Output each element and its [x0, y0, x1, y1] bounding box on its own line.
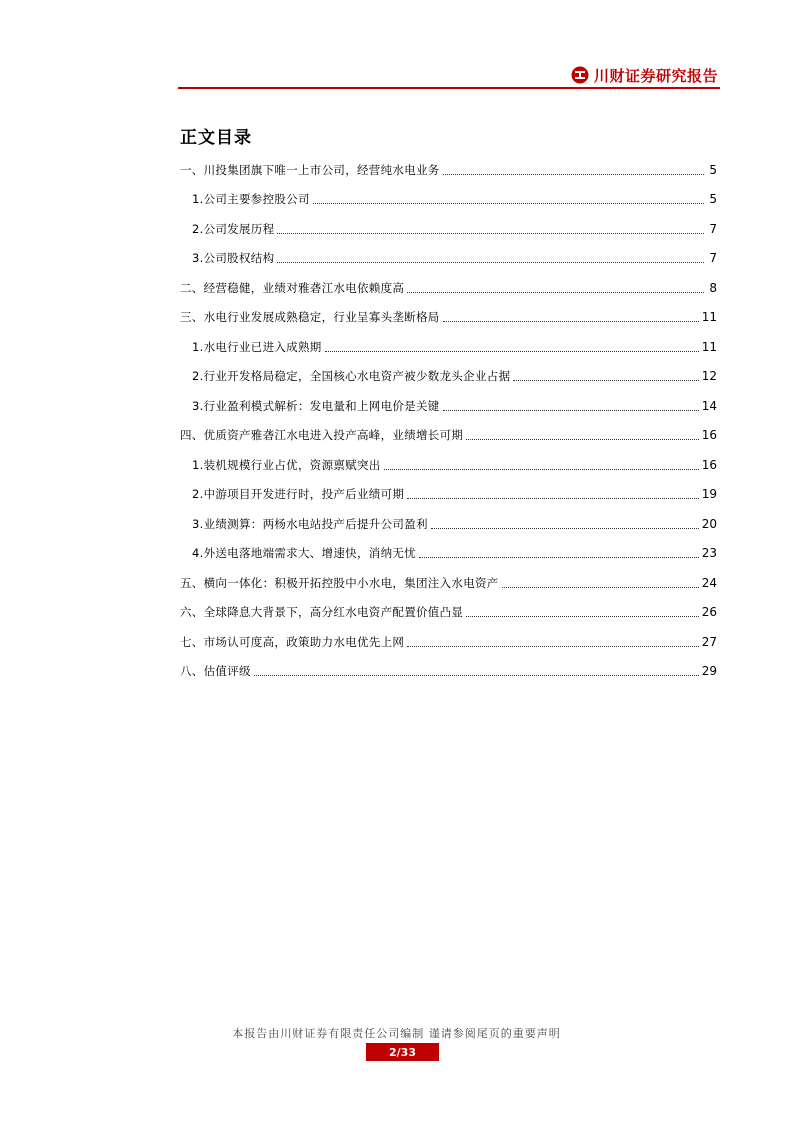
toc-dot-leader: [407, 645, 699, 647]
toc-entry-page: 23: [701, 546, 717, 561]
toc-entry-3-1[interactable]: [180, 332, 717, 362]
toc-entry-label: 八、估值评级: [180, 664, 251, 679]
toc-entry-label: 4.外送电落地端需求大、增速快，消纳无忧: [192, 546, 416, 561]
toc-entry-page: 11: [701, 310, 717, 325]
toc-entry-5[interactable]: [180, 568, 717, 598]
toc-entry-label: 一、川投集团旗下唯一上市公司，经营纯水电业务: [180, 162, 440, 177]
header-divider: [178, 87, 720, 89]
toc-entry-page: 14: [701, 398, 717, 413]
toc-entry-3-3[interactable]: [180, 391, 717, 421]
toc-entry-page: 24: [701, 575, 717, 590]
toc-dot-leader: [431, 527, 699, 529]
toc-entry-label: 3.公司股权结构: [192, 251, 275, 266]
chuancai-logo-icon: [571, 66, 589, 84]
toc-entry-label: 2.公司发展历程: [192, 221, 275, 236]
toc-entry-6[interactable]: [180, 598, 717, 628]
toc-title: 正文目录: [180, 128, 252, 148]
toc-entry-page: 7: [709, 251, 717, 266]
toc-entry-label: 五、横向一体化：积极开拓控股中小水电，集团注入水电资产: [180, 575, 499, 590]
toc-entry-4[interactable]: [180, 421, 717, 451]
toc-dot-leader: [513, 379, 698, 381]
toc-entry-8[interactable]: [180, 657, 717, 687]
toc-entry-label: 四、优质资产雅砻江水电进入投产高峰，业绩增长可期: [180, 428, 464, 443]
toc-entry-page: 16: [701, 457, 717, 472]
toc-entry-page: 29: [701, 664, 717, 679]
toc-dot-leader: [443, 173, 704, 175]
toc-dot-leader: [325, 350, 699, 352]
toc-entry-4-4[interactable]: [180, 539, 717, 569]
toc-entry-1[interactable]: [180, 155, 717, 185]
toc-entry-label: 二、经营稳健，业绩对雅砻江水电依赖度高: [180, 280, 405, 295]
toc-entry-label: 2.中游项目开发进行时，投产后业绩可期: [192, 487, 405, 502]
toc-entry-3[interactable]: [180, 303, 717, 333]
toc-entry-1-1[interactable]: [180, 185, 717, 215]
brand-name: 川财证券研究报告: [593, 66, 718, 85]
toc-entry-2[interactable]: [180, 273, 717, 303]
toc-dot-leader: [277, 261, 704, 263]
page-header: [178, 62, 720, 88]
toc-dot-leader: [502, 586, 699, 588]
toc-dot-leader: [466, 615, 699, 617]
toc-dot-leader: [407, 497, 699, 499]
footer-disclaimer: 本报告由川财证券有限责任公司编制 谨请参阅尾页的重要声明: [232, 1027, 561, 1040]
toc-dot-leader: [466, 438, 699, 440]
toc-dot-leader: [254, 674, 699, 676]
toc-entry-label: 三、水电行业发展成熟稳定，行业呈寡头垄断格局: [180, 310, 440, 325]
toc-entry-page: 7: [709, 221, 717, 236]
toc-entry-page: 12: [701, 369, 717, 384]
toc-entry-label: 1.水电行业已进入成熟期: [192, 339, 322, 354]
toc-entry-label: 1.装机规模行业占优，资源禀赋突出: [192, 457, 381, 472]
toc-entry-page: 20: [701, 516, 717, 531]
toc-entry-label: 3.行业盈利模式解析：发电量和上网电价是关键: [192, 398, 440, 413]
toc-dot-leader: [443, 320, 699, 322]
toc-entry-7[interactable]: [180, 627, 717, 657]
toc-entry-page: 11: [701, 339, 717, 354]
toc-dot-leader: [443, 409, 699, 411]
brand: [571, 64, 718, 86]
toc-dot-leader: [419, 556, 699, 558]
toc-entry-label: 六、全球降息大背景下，高分红水电资产配置价值凸显: [180, 605, 464, 620]
toc-dot-leader: [313, 202, 704, 204]
toc-entry-label: 1.公司主要参控股公司: [192, 192, 310, 207]
toc-entry-label: 七、市场认可度高，政策助力水电优先上网: [180, 634, 405, 649]
toc-entry-page: 16: [701, 428, 717, 443]
toc-entry-page: 8: [709, 280, 717, 295]
table-of-contents: [180, 155, 717, 686]
toc-entry-label: 3.业绩测算：两杨水电站投产后提升公司盈利: [192, 516, 428, 531]
toc-dot-leader: [384, 468, 699, 470]
page-number-badge: 2/33: [366, 1043, 439, 1061]
toc-entry-page: 5: [709, 162, 717, 177]
toc-entry-3-2[interactable]: [180, 362, 717, 392]
toc-entry-1-2[interactable]: [180, 214, 717, 244]
toc-entry-4-3[interactable]: [180, 509, 717, 539]
toc-dot-leader: [277, 232, 704, 234]
toc-entry-page: 5: [709, 192, 717, 207]
toc-dot-leader: [407, 291, 704, 293]
toc-entry-page: 26: [701, 605, 717, 620]
toc-entry-page: 27: [701, 634, 717, 649]
toc-entry-4-2[interactable]: [180, 480, 717, 510]
toc-entry-4-1[interactable]: [180, 450, 717, 480]
toc-entry-label: 2.行业开发格局稳定，全国核心水电资产被少数龙头企业占据: [192, 369, 511, 384]
toc-entry-page: 19: [701, 487, 717, 502]
toc-entry-1-3[interactable]: [180, 244, 717, 274]
